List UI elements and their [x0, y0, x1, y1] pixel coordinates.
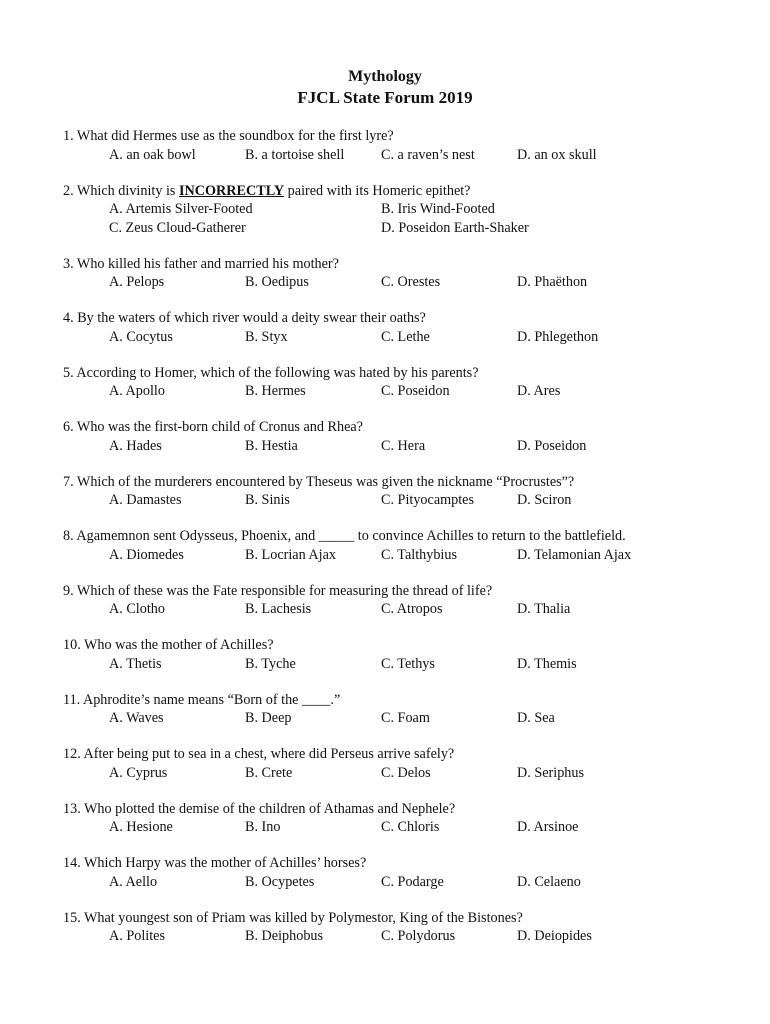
question-text: 15. What youngest son of Priam was killed by Polymestor, King of the Bistones? — [63, 909, 523, 926]
option-a: A. Hesione — [109, 819, 173, 835]
option-d: D. Celaeno — [517, 873, 581, 890]
option-b: B. Lachesis — [245, 601, 312, 617]
option-b: B. Ino — [245, 819, 281, 835]
option-c: C. Chloris — [381, 819, 440, 835]
option-d: D. Arsinoe — [517, 819, 579, 835]
option-d: D. Poseidon Earth-Shaker — [381, 219, 529, 236]
question-text-after: paired with its Homeric epithet? — [284, 182, 471, 199]
question-10 — [63, 636, 743, 691]
option-d: D. Thalia — [517, 601, 571, 617]
answer-options — [63, 382, 743, 401]
question-3 — [63, 255, 743, 310]
question-14 — [63, 854, 743, 909]
question-15 — [63, 909, 743, 964]
option-c: C. Lethe — [381, 328, 430, 345]
question-text: 6. Who was the first-born child of Cronus and Rhea? — [63, 419, 363, 435]
option-d: D. Phaëthon — [517, 274, 588, 290]
answer-options — [63, 709, 743, 728]
question-text: 14. Which Harpy was the mother of Achilles’ horses? — [63, 855, 367, 871]
question-text: 11. Aphrodite’s name means “Born of the ____.” — [63, 691, 341, 708]
question-text: 4. By the waters of which river would a deity swear their oaths? — [63, 310, 426, 326]
option-b: B. Ocypetes — [245, 873, 315, 890]
option-b: B. Deiphobus — [245, 928, 324, 944]
question-9 — [63, 582, 743, 637]
question-1 — [63, 127, 743, 182]
option-b: B. Sinis — [245, 492, 290, 508]
question-11 — [63, 691, 743, 746]
answer-options — [63, 328, 743, 347]
option-a: A. an oak bowl — [109, 146, 196, 163]
question-text: 8. Agamemnon sent Odysseus, Phoenix, and _____ to convince Achilles to return to the battlefield. — [63, 528, 626, 544]
question-text-before: 2. Which divinity is — [63, 182, 179, 199]
option-a: A. Damastes — [109, 492, 182, 508]
option-a: A. Waves — [109, 710, 164, 726]
question-2 — [63, 182, 743, 255]
option-a: A. Hades — [109, 437, 162, 454]
answer-options — [63, 655, 743, 674]
option-d: D. Poseidon — [517, 437, 587, 454]
option-c: C. Pityocamptes — [381, 492, 475, 508]
document-subtitle: FJCL State Forum 2019 — [297, 88, 473, 107]
option-c: C. a raven’s nest — [381, 146, 475, 163]
question-13 — [63, 800, 743, 855]
option-b: B. Locrian Ajax — [245, 546, 337, 563]
option-b: B. Oedipus — [245, 274, 309, 290]
answer-options — [63, 873, 743, 892]
answer-options — [63, 546, 743, 565]
option-a: A. Pelops — [109, 274, 165, 290]
answer-options — [63, 200, 743, 237]
answer-options — [63, 273, 743, 292]
option-d: D. Sciron — [517, 492, 572, 508]
option-c: C. Poseidon — [381, 383, 450, 399]
option-d: D. Phlegethon — [517, 328, 599, 345]
option-b: B. Deep — [245, 710, 292, 726]
option-c: C. Hera — [381, 437, 426, 454]
answer-options — [63, 600, 743, 619]
question-list — [63, 127, 743, 963]
answer-options — [63, 491, 743, 510]
question-5 — [63, 364, 743, 419]
option-a: A. Thetis — [109, 655, 162, 672]
question-text: 12. After being put to sea in a chest, where did Perseus arrive safely? — [63, 746, 455, 762]
question-text: 5. According to Homer, which of the following was hated by his parents? — [63, 364, 479, 381]
question-text: 9. Which of these was the Fate responsible for measuring the thread of life? — [63, 582, 493, 599]
option-c: C. Podarge — [381, 873, 444, 890]
option-b: B. Iris Wind-Footed — [381, 201, 495, 217]
option-c: C. Polydorus — [381, 928, 456, 944]
option-d: D. Seriphus — [517, 764, 584, 781]
question-text: 13. Who plotted the demise of the children of Athamas and Nephele? — [63, 800, 456, 817]
option-c: C. Zeus Cloud-Gatherer — [109, 219, 246, 236]
option-d: D. Ares — [517, 383, 561, 399]
question-text: 10. Who was the mother of Achilles? — [63, 637, 274, 653]
question-text: 1. What did Hermes use as the soundbox for the first lyre? — [63, 128, 394, 144]
question-4 — [63, 309, 743, 364]
answer-options — [63, 818, 743, 837]
option-a: A. Apollo — [109, 383, 165, 399]
question-12 — [63, 745, 743, 800]
option-a: A. Polites — [109, 928, 165, 944]
option-c: C. Foam — [381, 710, 430, 726]
option-d: D. Sea — [517, 710, 555, 726]
option-c: C. Delos — [381, 764, 431, 781]
option-d: D. Themis — [517, 655, 577, 672]
option-b: B. a tortoise shell — [245, 146, 345, 163]
question-text-emphasis: INCORRECTLY — [179, 182, 285, 199]
option-a: A. Cocytus — [109, 328, 173, 345]
question-6 — [63, 418, 743, 473]
answer-options — [63, 146, 743, 165]
option-a: A. Aello — [109, 873, 158, 890]
option-a: A. Clotho — [109, 601, 165, 617]
answer-options — [63, 927, 743, 946]
option-c: C. Tethys — [381, 655, 435, 672]
question-7 — [63, 473, 743, 528]
answer-options — [63, 764, 743, 783]
option-b: B. Crete — [245, 764, 293, 781]
option-d: D. an ox skull — [517, 146, 597, 163]
option-a: A. Artemis Silver-Footed — [109, 201, 253, 217]
option-b: B. Hermes — [245, 383, 306, 399]
option-b: B. Tyche — [245, 655, 296, 672]
option-a: A. Cyprus — [109, 764, 168, 781]
question-text: 3. Who killed his father and married his mother? — [63, 255, 339, 272]
question-text: 7. Which of the murderers encountered by Theseus was given the nickname “Procrustes”? — [63, 473, 575, 490]
question-text — [63, 182, 743, 201]
option-b: B. Hestia — [245, 437, 298, 454]
answer-options — [63, 437, 743, 456]
option-b: B. Styx — [245, 328, 288, 345]
option-c: C. Orestes — [381, 274, 441, 290]
question-8 — [63, 527, 743, 582]
option-d: D. Telamonian Ajax — [517, 546, 632, 563]
option-c: C. Atropos — [381, 601, 443, 617]
document-title: Mythology — [348, 68, 422, 85]
document-header — [0, 66, 770, 108]
option-d: D. Deiopides — [517, 928, 592, 944]
option-a: A. Diomedes — [109, 546, 184, 563]
option-c: C. Talthybius — [381, 546, 457, 563]
